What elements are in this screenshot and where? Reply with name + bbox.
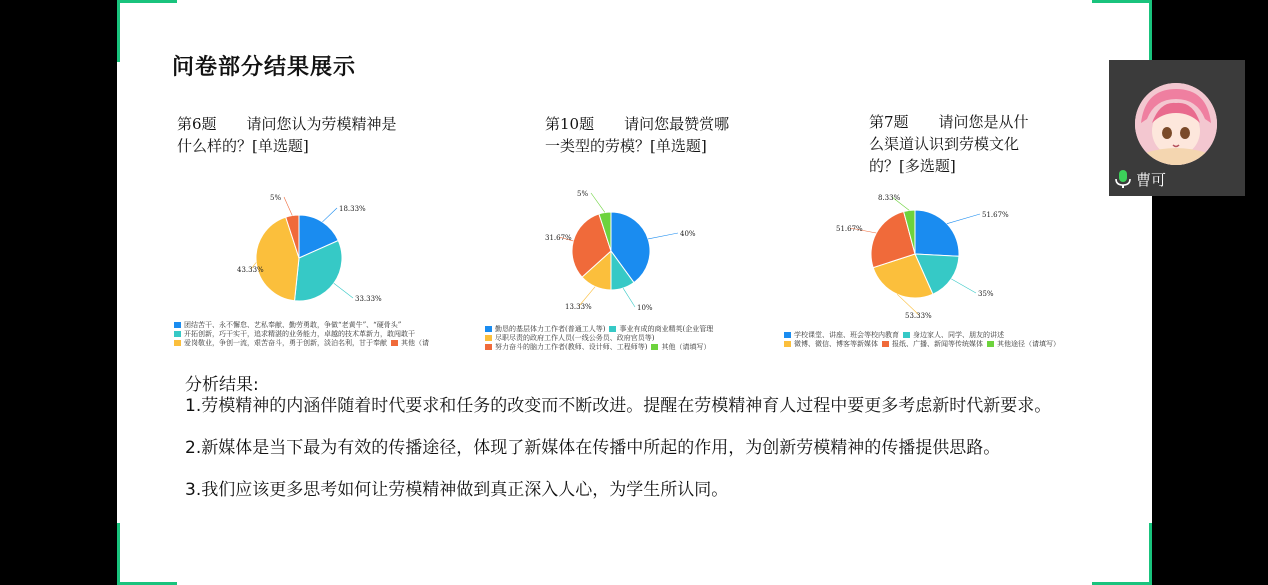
legend-swatch bbox=[609, 326, 616, 332]
participant-tile[interactable] bbox=[1109, 60, 1245, 196]
legend-q10 bbox=[485, 325, 785, 352]
slice-label: 51.67% bbox=[836, 225, 863, 233]
slice-label: 10% bbox=[637, 304, 653, 312]
legend-label: 努力奋斗的脑力工作者(教师、设计师、工程师等) bbox=[495, 343, 648, 351]
leader-line bbox=[648, 233, 678, 239]
slide-title: 问卷部分结果展示 bbox=[172, 54, 357, 80]
slice-label: 35% bbox=[978, 290, 994, 298]
leader-line bbox=[623, 288, 635, 307]
participant-name-bar bbox=[1112, 168, 1166, 190]
legend-item bbox=[784, 331, 899, 340]
leader-line bbox=[322, 208, 337, 222]
analysis-point-1: 1.劳模精神的内涵伴随着时代要求和任务的改变而不断改进。提醒在劳模精神育人过程中要更多考虑新时代新要求。 bbox=[185, 396, 1052, 416]
slice-label: 13.33% bbox=[565, 303, 592, 311]
slice-label: 43.33% bbox=[237, 266, 264, 274]
legend-label: 开拓创新，巧干实干，追求精湛的业务能力，卓越的技术革新力，敢闯敢干 bbox=[184, 330, 415, 338]
question-line: 一类型的劳模？[单选题] bbox=[545, 137, 707, 155]
avatar-image bbox=[1135, 83, 1217, 165]
share-border-corner bbox=[1149, 0, 1152, 62]
legend-swatch bbox=[784, 332, 791, 338]
slice-label: 51.67% bbox=[982, 211, 1009, 219]
legend-item bbox=[882, 340, 983, 349]
legend-item bbox=[784, 340, 878, 349]
mic-icon[interactable] bbox=[1112, 168, 1134, 190]
legend-item bbox=[174, 330, 415, 339]
analysis-point-2: 2.新媒体是当下最为有效的传播途径，体现了新媒体在传播中所起的作用，为创新劳模精神的传播提供思路。 bbox=[185, 438, 1001, 458]
analysis-heading: 分析结果: bbox=[185, 375, 259, 395]
legend-label: 团结苦干、永不懈怠、艺私奉献、勤劳勇敢，争做“老黄牛”、“硬骨头” bbox=[184, 321, 402, 329]
legend-item bbox=[903, 331, 1004, 340]
analysis-point-3: 3.我们应该更多思考如何让劳模精神做到真正深入人心，为学生所认同。 bbox=[185, 480, 729, 500]
legend-item bbox=[174, 339, 387, 348]
pie-chart-q6 bbox=[237, 185, 397, 305]
slice-label: 18.33% bbox=[339, 205, 366, 213]
participant-name: 曹可 bbox=[1136, 170, 1167, 189]
legend-swatch bbox=[651, 344, 658, 350]
question-line: 的？[多选题] bbox=[869, 157, 956, 175]
slice-label: 5% bbox=[577, 190, 589, 198]
legend-item bbox=[651, 343, 710, 352]
legend-label: 勤恳的基层体力工作者(普通工人等) bbox=[495, 325, 606, 333]
share-border-corner bbox=[1092, 0, 1152, 3]
slice-label: 53.33% bbox=[905, 312, 932, 320]
slice-label: 40% bbox=[680, 230, 696, 238]
slice-label: 33.33% bbox=[355, 295, 382, 303]
share-border-corner bbox=[117, 523, 120, 585]
legend-swatch bbox=[174, 322, 181, 328]
legend-item bbox=[391, 339, 429, 348]
analysis-section bbox=[185, 375, 1115, 501]
legend-swatch bbox=[987, 341, 994, 347]
legend-swatch bbox=[174, 331, 181, 337]
legend-label: 其他（请填写） bbox=[661, 343, 711, 351]
legend-item bbox=[174, 321, 401, 330]
avatar[interactable] bbox=[1135, 83, 1217, 165]
share-border-corner bbox=[1149, 523, 1152, 585]
shared-slide bbox=[117, 0, 1152, 585]
leader-line bbox=[947, 214, 980, 224]
question-title-q7 bbox=[869, 111, 1029, 177]
legend-q6 bbox=[174, 321, 439, 348]
legend-item bbox=[485, 343, 647, 352]
question-line: 第7题 请问您是从什 bbox=[869, 113, 1029, 131]
leader-line bbox=[591, 193, 605, 212]
slice-label: 31.67% bbox=[545, 234, 572, 242]
legend-label: 报纸、广播、新闻等传统媒体 bbox=[892, 340, 983, 348]
legend-q7 bbox=[784, 331, 1104, 349]
question-title-q6 bbox=[177, 113, 397, 157]
legend-item bbox=[609, 325, 713, 334]
pie-slice bbox=[915, 210, 959, 256]
leader-line bbox=[334, 283, 353, 298]
legend-swatch bbox=[391, 340, 398, 346]
leader-line bbox=[284, 197, 292, 216]
legend-swatch bbox=[485, 335, 492, 341]
question-line: 第10题 请问您最赞赏哪 bbox=[545, 115, 730, 133]
legend-label: 学校课堂、讲座、班会等校内教育 bbox=[794, 331, 899, 339]
share-border-corner bbox=[117, 0, 120, 62]
legend-label: 微博、微信、博客等新媒体 bbox=[794, 340, 878, 348]
legend-label: 爱岗敬业，争创一流，艰苦奋斗，勇于创新，淡泊名利，甘于奉献 bbox=[184, 339, 387, 347]
legend-swatch bbox=[485, 344, 492, 350]
question-line: 么渠道认识到劳模文化 bbox=[869, 135, 1020, 153]
legend-label: 身边家人、同学、朋友的讲述 bbox=[913, 331, 1004, 339]
share-border-corner bbox=[117, 0, 177, 3]
legend-label: 其他（请 bbox=[401, 339, 429, 347]
question-line: 什么样的？[单选题] bbox=[177, 137, 309, 155]
legend-label: 其他途径（请填写） bbox=[997, 340, 1060, 348]
slice-label: 5% bbox=[270, 194, 282, 202]
legend-item bbox=[987, 340, 1060, 349]
slice-label: 8.33% bbox=[878, 194, 901, 202]
legend-swatch bbox=[784, 341, 791, 347]
legend-swatch bbox=[485, 326, 492, 332]
pie-chart-q10 bbox=[545, 185, 708, 312]
leader-line bbox=[951, 279, 976, 293]
legend-swatch bbox=[903, 332, 910, 338]
legend-label: 尽职尽责的政府工作人员(一线公务员、政府官员等) bbox=[495, 334, 655, 342]
legend-swatch bbox=[174, 340, 181, 346]
pie-chart-q7 bbox=[836, 188, 1034, 320]
legend-item bbox=[485, 325, 605, 334]
question-title-q10 bbox=[545, 113, 729, 157]
legend-swatch bbox=[882, 341, 889, 347]
legend-item bbox=[485, 334, 654, 343]
question-line: 第6题 请问您认为劳模精神是 bbox=[177, 115, 397, 133]
legend-label: 事业有成的商业精英(企业管理 bbox=[619, 325, 714, 333]
